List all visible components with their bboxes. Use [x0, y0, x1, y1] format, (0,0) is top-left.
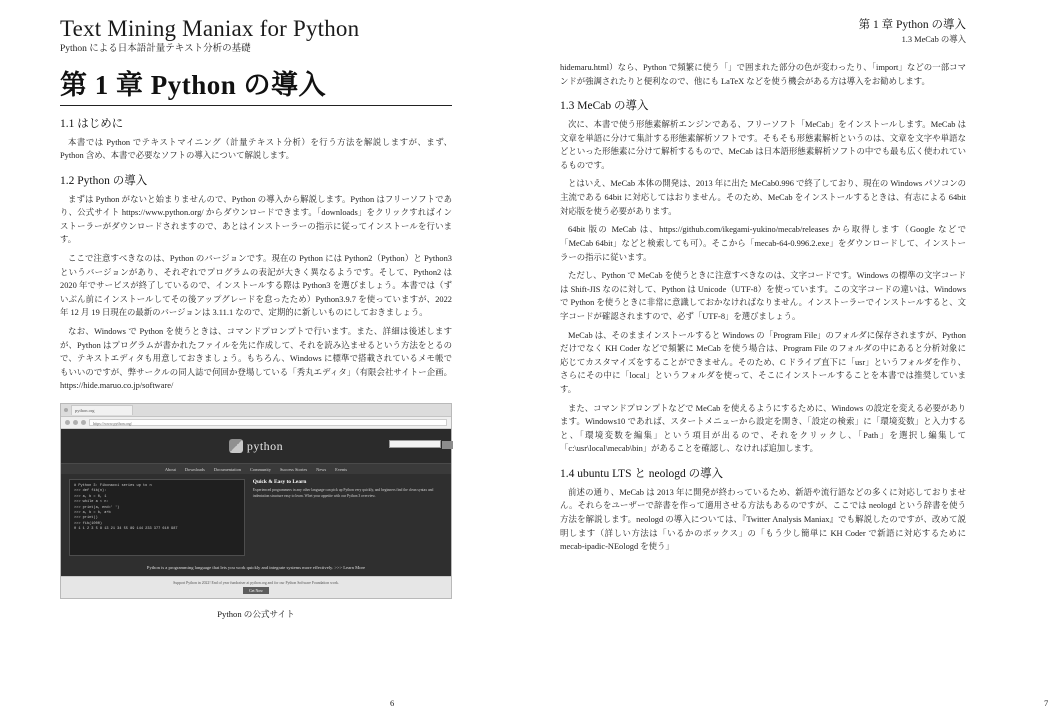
section-heading-1-3: 1.3 MeCab の導入: [560, 100, 649, 113]
section-heading-1-4: 1.4 ubuntu LTS と neologd の導入: [560, 468, 724, 481]
nav-item-downloads[interactable]: Downloads: [184, 466, 205, 472]
figure-caption: Python の公式サイト: [217, 609, 295, 620]
nav-item-events[interactable]: Events: [335, 466, 348, 472]
site-search-input[interactable]: [389, 440, 441, 448]
site-nav: [61, 463, 451, 474]
book-subtitle: Python による日本語計量テキスト分析の基礎: [60, 44, 251, 55]
website-content: [61, 429, 451, 598]
browser-toolbar: [61, 417, 451, 429]
site-hero: [61, 474, 451, 561]
code-line: >>> print(): [74, 516, 98, 521]
code-line: 0 1 1 2 3 5 8 13 21 34 55 89 144 233 377 610 987: [74, 527, 178, 532]
chapter-title: 第 1 章 Python の導入: [60, 69, 327, 100]
paragraph: また、コマンドプロンプトなどで MeCab を使えるようにするために、Windows の設定を変える必要があります。Windows10 であれば、スタートメニューから設定を開き、「設定の検索」に「環境変数」と入力すると、「環境変数を編集」という項目が出るので、それをクリックし、「Path」を選択し編集して「c:\usr\local\mecab\bin」があることを確認し、なければ追加します。: [560, 403, 966, 454]
paragraph: 次に、本書で使う形態素解析エンジンである、フリーソフト「MeCab」をインストールします。MeCab は文章を単語に分けて集計する形態素解析ソフトです。そもそも形態素解析というのは、文章を文字や単語などといった形態素に分けて解析するもので、MeCab は日本語形態素解析ソフトの中でも最も広く使われているものです。: [560, 120, 966, 170]
nav-item-news[interactable]: News: [316, 466, 327, 472]
pitch-body: Experienced programmers in any other language can pick up Python very quickly, and beginners find the clean syntax and indentation structure easy to learn. Whet your appetite with our Python 3 overview.: [252, 488, 434, 498]
running-head: 第 1 章 Python の導入: [858, 19, 966, 31]
browser-tabstrip: [61, 404, 451, 417]
left-page: [0, 0, 512, 726]
python-logo: [229, 439, 283, 454]
forward-arrow-icon[interactable]: [73, 420, 78, 425]
figure-python-site: [60, 403, 452, 620]
browser-tab[interactable]: python.org: [71, 405, 133, 415]
nav-item-about[interactable]: About: [164, 466, 176, 472]
code-line: >>> a, b = b, a+b: [74, 511, 111, 516]
page-number-right: 7: [1044, 698, 1048, 708]
nav-item-documentation[interactable]: Documentation: [213, 466, 241, 472]
paragraph: hidemaru.html）なら、Python で頻繁に使う「」で囲まれた部分の色が変わったり、「import」などの一部コマンドが強調されたりと便利なので、他にも LaTeX などを使う機会がある方は導入をお勧めします。: [560, 63, 966, 86]
code-line: >>> print(a, end=' '): [74, 505, 120, 510]
paragraph: 前述の通り、MeCab は 2013 年に開発が終わっているため、新語や流行語などの多くに対応しておりません。それらをユーザーで辞書を作って適用させる方法もあるのですが、ここでは neologd という辞書を使う方法を解説します。neologd の導入については、『Twitter Analysis Maniax』でも解説したのですが、改めて説明します（詳しい方法は「いるかのボックス」の「もう少し簡単に KH Coder で新語に対応するために mecab-ipadic-NEologd を使う」: [560, 487, 966, 552]
book-title: Text Mining Maniax for Python: [60, 16, 360, 41]
code-console: [69, 479, 245, 556]
code-line: >>> def fib(n):: [74, 489, 107, 494]
nav-item-community[interactable]: Community: [249, 466, 271, 472]
address-bar[interactable]: https://www.python.org/: [89, 419, 447, 426]
browser-window: [60, 403, 452, 599]
pitch-title: Quick & Easy to Learn: [252, 479, 307, 486]
page-number-left: 6: [390, 698, 395, 708]
code-line: # Python 3: Fibonacci series up to n: [74, 484, 152, 489]
paragraph: ただし、Python で MeCab を使うときに注意すべきなのは、文字コードです。Windows の標準の文字コードは Shift-JIS なのに対して、Python は Unicode（UTF-8）を使っています。この文字コードの違いは、Windows で Python を使うときに非常に意識しておかなければなりません。インストーラーでインストールすると、文字コードが確認されますので、必ず「UTF-8」を選びましょう。: [560, 271, 966, 321]
chapter-rule: [60, 105, 452, 106]
site-footer: [61, 576, 451, 598]
window-dot-icon: [64, 408, 68, 412]
paragraph: ここで注意すべきなのは、Python のバージョンです。現在の Python には Python2（Python）と Python3 というバージョンがあり、それぞれでプログラムの表記が大きく異なるようです。そして、Python2 は 2020 年でサービスが終了しているので、インストールする際は Python3 を選びましょう。本書では（ずいぶん前にインストールしてその後アップグレードを怠ったため）Python3.9.7 を使っていますが、2022 年 12 月 19 日現在の最新のバージョンは 3.11.1 なので、定期的に新しいものにしておきましょう。: [60, 253, 452, 318]
code-line: >>> fib(1000): [74, 521, 103, 526]
reload-icon[interactable]: [81, 420, 86, 425]
site-tagline: Python is a programming language that lets you work quickly and integrate systems more effectively. >>> Learn More: [61, 561, 451, 576]
footer-note: Support Python in 2022! End of year fundraiser at python.org and for our Python Software Foundation work.: [173, 581, 339, 586]
code-line: >>> a, b = 0, 1: [74, 494, 107, 499]
get-now-button[interactable]: Get Now: [243, 587, 269, 594]
site-header: [61, 429, 451, 463]
code-line: >>> while a < n:: [74, 500, 109, 505]
right-page: [512, 0, 1048, 726]
paragraph: とはいえ、MeCab 本体の開発は、2013 年に出た MeCab0.996 で終了しており、現在の Windows パソコンの主流である 64bit に対応してはおりません。そのため、MeCab をインストールするときは、有志による 64bit 対応版を使う必要があります。: [560, 179, 966, 216]
python-logo-icon: [229, 439, 243, 453]
running-subhead: 1.3 MeCab の導入: [901, 35, 966, 44]
paragraph: 本書では Python でテキストマイニング（計量テキスト分析）を行う方法を解説しますが、まず、Python 含め、本書で必要なソフトの導入について解説します。: [60, 137, 452, 161]
paragraph: まずは Python がないと始まりませんので、Python の導入から解説します。Python はフリーソフトであり、公式サイト https://www.python.org/ からダウンロードできます。「downloads」をクリックすればインストーラーがダウンロードされますので、あとはインストーラーの指示に従ってインストールを行います。: [60, 194, 452, 245]
paragraph: 64bit 版の MeCab は、https://github.com/ikegami-yukino/mecab/releases から取得します（Google などで「MeCab 64bit」などと検索しても可）。そこから「mecab-64-0.996.2.exe」をダウンロードして、インストーラーの指示に従います。: [560, 225, 966, 262]
section-heading-1-1: 1.1 はじめに: [60, 117, 124, 130]
python-logo-text: python: [246, 438, 284, 453]
paragraph: MeCab は、そのままインストールすると Windows の「Program File」のフォルダに保存されますが、Python だけでなく KH Coder などで頻繁に MeCab を使う場合は、Program File のフォルダの中にあると分析対象に応じてカスタマイズをすることができません。そのため、C ドライブ直下に「usr」というフォルダを作り、さらにその中に「local」というフォルダを使って、そこにインストールすることを本書では推奨しています。: [560, 330, 966, 394]
section-heading-1-2: 1.2 Python の導入: [60, 174, 148, 187]
paragraph: なお、Windows で Python を使うときは、コマンドプロンプトで行います。また、詳細は後述しますが、Python はプログラムが書かれたファイルを先に作成して、それを読み込ませるという方法をとるので、テキストエディタも用意しておきましょう。もちろん、Windows に標準で搭載されているメモ帳でもいいのですが、弊サークルの同人誌で何回か登場している「秀丸エディタ」（有限会社サイトー企画。https://hide.maruo.co.jp/software/: [60, 327, 452, 391]
hero-pitch: [253, 479, 443, 556]
back-arrow-icon[interactable]: [65, 420, 70, 425]
nav-item-success-stories[interactable]: Success Stories: [279, 466, 308, 472]
